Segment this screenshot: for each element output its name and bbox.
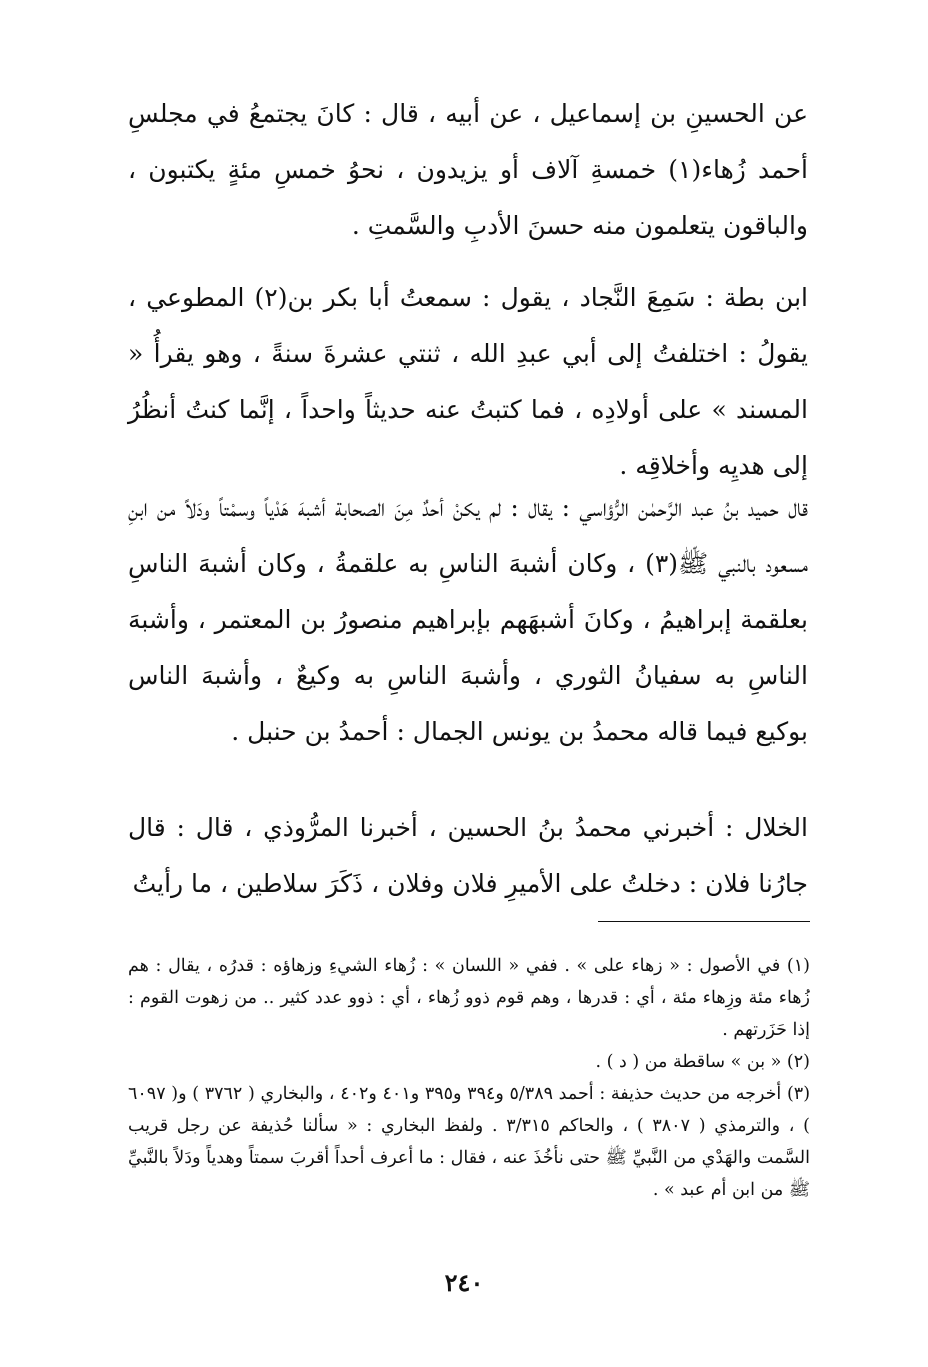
footnotes	[128, 950, 810, 1206]
page-number: ٢٤٠	[444, 1268, 484, 1297]
paragraph-4: الخلال : أخبرني محمدُ بنُ الحسين ، أخبرنا المرُّوذي ، قال : قال جارُنا فلان : دخلتُ على الأميرِ فلان وفلان ، ذَكَرَ سلاطين ، ما رأيتُ	[128, 813, 808, 898]
footnote-3: (٣) أخرجه من حديث حذيفة : أحمد ٥/٣٨٩ و٣٩٤ و٣٩٥ و٤٠١ و٤٠٢ ، والبخاري ( ٣٧٦٢ ) و( ٦٠٩٧ ) ، والترمذي ( ٣٨٠٧ ) ، والحاكم ٣/٣١٥ . ولفظ البخاري : « سألنا حُذيفة عن رجل قريب السَّمت والهَدْي من النَّبيِّ ﷺ حتى نأخُذَ عنه ، فقال : ما أعرف أحداً أقربَ سمتاً وهدياً ودَلاً بالنَّبيِّ ﷺ من ابن أم عبد » .	[128, 1084, 811, 1200]
paragraph-1: عن الحسينِ بن إسماعيل ، عن أبيه ، قال : كانَ يجتمعُ في مجلسِ أحمد زُهاء(١) خمسةِ آلاف أو يزيدون ، نحوُ خمسِ مئةٍ يكتبون ، والباقون يتعلمون منه حسنَ الأدبِ والسَّمتِ .	[128, 99, 808, 240]
footnote-divider	[598, 921, 810, 922]
paragraph-2: ابن بطة : سَمِعَ النَّجاد ، يقول : سمعتُ أبا بكر بن(٢) المطوعي ، يقولُ : اختلفتُ إلى أبي عبدِ الله ، ثنتي عشرةَ سنةً ، وهو يقرأُ « المسند » على أولادِه ، فما كتبتُ عنه حديثاً واحداً ، إنَّما كنتُ أنظُرُ إلى هديِه وأخلاقِه .	[128, 283, 808, 480]
paragraph-3: قال حميد بنُ عبد الرَّحمٰن الرُّؤاسي : يقال : لم يكنْ أحدٌ مِنَ الصحابة أشبهَ هَدْياً وسمْتاً ودَلاً من ابنِ مسعود بالنبي ﷺ(٣) ، وكان أشبهَ الناسِ به علقمةُ ، وكان أشبهَ الناسِ بعلقمة إبراهيمُ ، وكانَ أشبهَهم بإبراهيم منصورُ بن المعتمر ، وأشبهَ الناسِ به سفيانُ الثوري ، وأشبهَ الناسِ به وكيعٌ ، وأشبهَ الناس بوكيع فيما قاله محمدُ بن يونس الجمال : أحمدُ بن حنبل .	[128, 493, 808, 746]
footnote-2: (٢) « بن » ساقطة من ( د ) .	[595, 1052, 810, 1072]
footnote-1: (١) في الأصول : « زهاء على » . ففي « اللسان » : زُهاء الشيءِ وزهاؤه : قدرُه ، يقال : هم زُهاء مئة وزِهاء مئة ، أي : قدرها ، وهم قوم ذوو زُهاء ، أي : ذوو عدد كثير .. من زهوت القوم : إذا حَزَرتهم .	[128, 956, 810, 1040]
